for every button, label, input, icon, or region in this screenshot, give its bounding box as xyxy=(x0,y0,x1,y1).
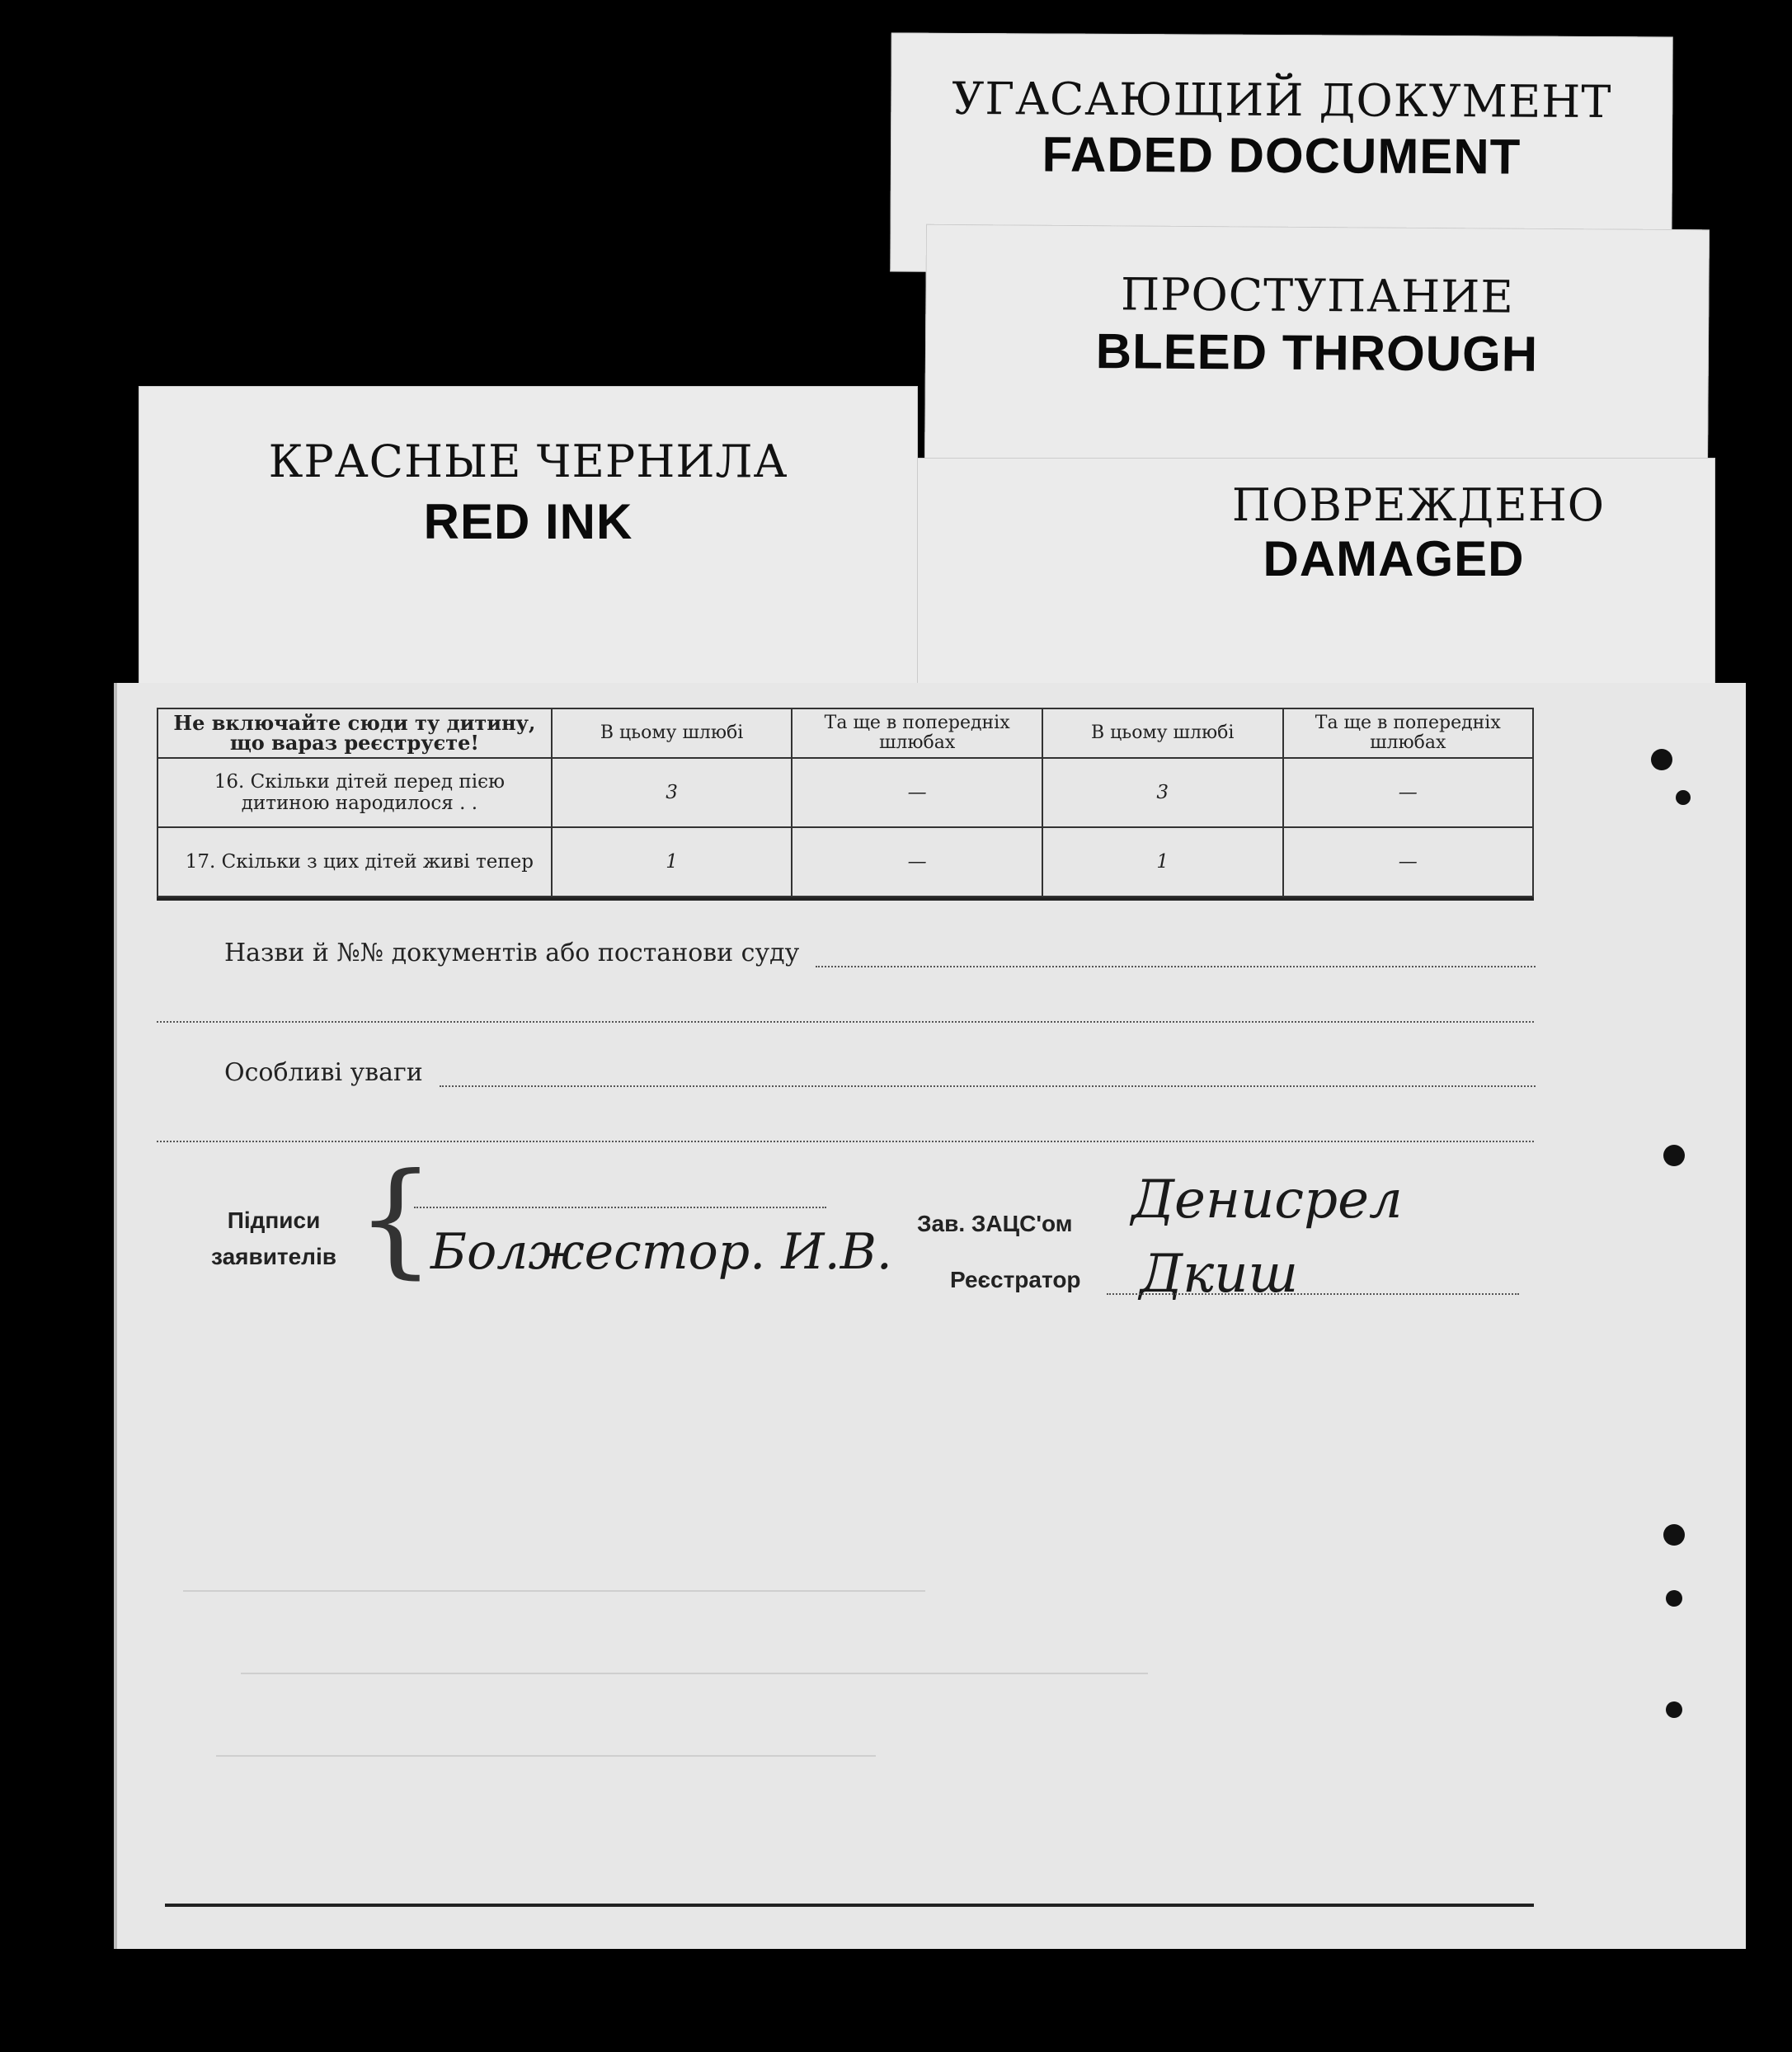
documents-label: Назви й №№ документів або постанови суду xyxy=(224,939,800,967)
red-card-ru: КРАСНЫЕ ЧЕРНИЛА xyxy=(268,435,788,487)
applicants-label xyxy=(208,1202,340,1275)
faded-card-en: FADED DOCUMENT xyxy=(1042,126,1522,185)
binding-hole xyxy=(1666,1590,1682,1607)
table-header-cell: В цьому шлюбі xyxy=(552,708,793,758)
table-header-cell: Та ще в попередніх шлюбах xyxy=(1283,708,1533,758)
binding-hole xyxy=(1676,790,1691,805)
table-header-cell: Та ще в попередніх шлюбах xyxy=(792,708,1042,758)
documents-field xyxy=(224,939,1536,967)
binding-hole xyxy=(1651,749,1672,770)
table-header-cell: В цьому шлюбі xyxy=(1042,708,1283,758)
bleed-through-trace xyxy=(183,1590,925,1592)
bleed-through-card xyxy=(924,224,1710,469)
bleed-card-ru: ПРОСТУПАНИЕ xyxy=(1120,268,1514,323)
dotted-rule xyxy=(1107,1293,1519,1295)
binding-hole xyxy=(1663,1524,1685,1546)
damaged-card-en: DAMAGED xyxy=(1263,531,1525,586)
bleed-card-en: BLEED THROUGH xyxy=(1095,323,1539,382)
applicants-label-line1: Підписи xyxy=(227,1207,321,1233)
page-bottom-rule xyxy=(165,1904,1534,1907)
red-ink-card xyxy=(139,386,918,716)
table-header-row xyxy=(158,708,1533,758)
children-table xyxy=(157,708,1534,897)
row-label: 17. Скільки з цих дітей живі тепер xyxy=(158,827,552,897)
cell-value: — xyxy=(792,758,1042,827)
damaged-card-ru: ПОВРЕЖДЕНО xyxy=(1231,479,1606,531)
damaged-card xyxy=(917,458,1715,705)
red-card-en: RED INK xyxy=(423,494,633,549)
bleed-through-trace xyxy=(241,1673,1148,1674)
dotted-rule xyxy=(414,1207,826,1208)
row-label: 16. Скільки дітей перед пією дитиною народилося . . xyxy=(158,758,552,827)
bleed-through-trace xyxy=(216,1755,876,1757)
dotted-rule xyxy=(157,1021,1534,1023)
cell-value: 3 xyxy=(552,758,793,827)
binding-hole xyxy=(1663,1145,1685,1166)
cell-value: — xyxy=(792,827,1042,897)
cell-value: 1 xyxy=(1042,827,1283,897)
remarks-label: Особливі уваги xyxy=(224,1058,423,1087)
binding-hole xyxy=(1666,1701,1682,1718)
cell-value: 1 xyxy=(552,827,793,897)
cell-value: — xyxy=(1283,758,1533,827)
applicants-label-line2: заявителів xyxy=(211,1244,336,1269)
cell-value: — xyxy=(1283,827,1533,897)
head-label: Зав. ЗАЦС'ом xyxy=(917,1211,1073,1236)
cell-value: 3 xyxy=(1042,758,1283,827)
table-header-cell: Не включайте сюди ту дитину, що вараз реєструєте! xyxy=(158,708,552,758)
remarks-dotted-line xyxy=(440,1085,1536,1087)
documents-dotted-line xyxy=(816,965,1536,967)
registrar-signature: Дкиш xyxy=(1140,1244,1299,1305)
registration-form-page xyxy=(114,683,1746,1949)
table-row xyxy=(158,827,1533,897)
brace-glyph: { xyxy=(356,1147,435,1291)
applicant-signature: Болжестор. И.В. xyxy=(430,1223,892,1281)
registrar-label: Реєстратор xyxy=(950,1267,1081,1292)
faded-card-ru: УГАСАЮЩИЙ ДОКУМЕНТ xyxy=(952,72,1612,129)
head-signature: Денисрел xyxy=(1131,1170,1403,1231)
table-row xyxy=(158,758,1533,827)
remarks-field xyxy=(224,1058,1536,1087)
dotted-rule xyxy=(157,1141,1534,1142)
table-bottom-rule xyxy=(157,897,1534,901)
